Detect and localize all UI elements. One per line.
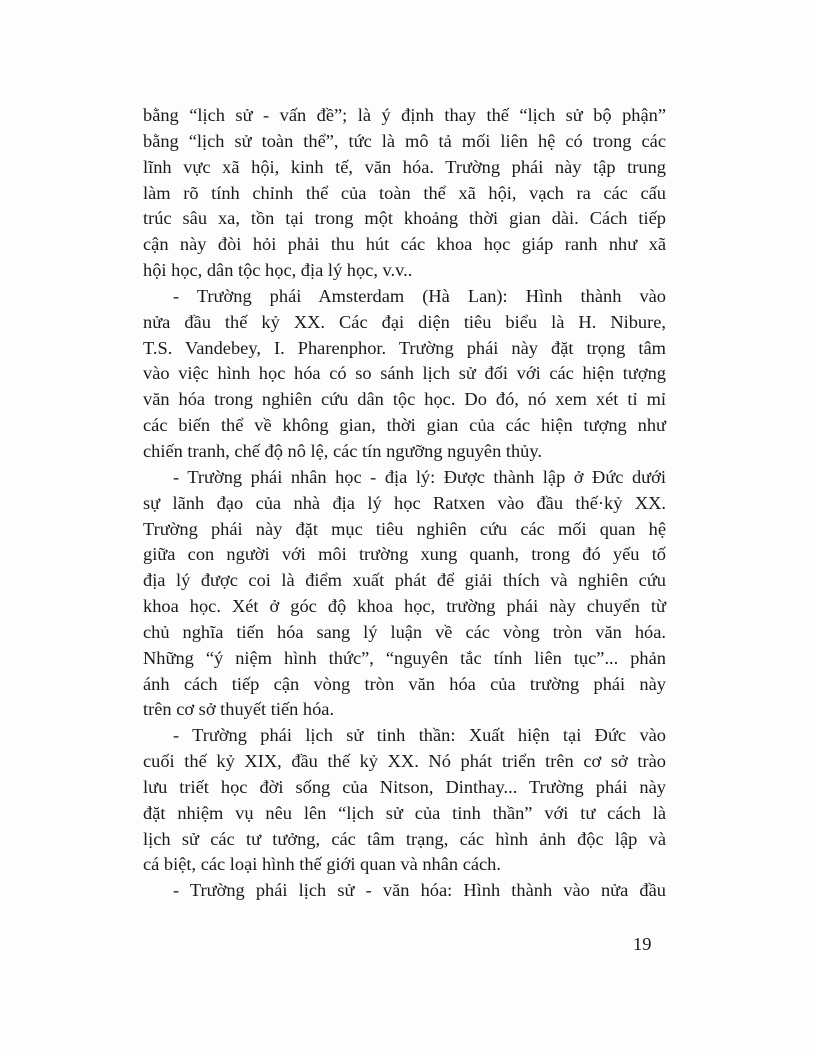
text-line: lĩnh vực xã hội, kinh tế, văn hóa. Trường phái này tập trung [143, 156, 666, 177]
text-line: cuối thế kỷ XIX, đầu thế kỷ XX. Nó phát triển trên cơ sở trào [143, 751, 666, 772]
text-line: cận này đòi hỏi phải thu hút các khoa học giáp ranh như xã [143, 234, 666, 255]
text-line: văn hóa trong nghiên cứu dân tộc học. Do đó, nó xem xét tỉ mỉ [143, 389, 666, 410]
paragraph-first-line: - Trường phái nhân học - địa lý: Được thành lập ở Đức dưới [173, 466, 666, 487]
text-line: địa lý được coi là điểm xuất phát để giải thích và nghiên cứu [143, 570, 666, 591]
text-line: vào việc hình học hóa có so sánh lịch sử đối với các hiện tượng [143, 363, 666, 384]
text-line: các biến thể về không gian, thời gian của các hiện tượng như [143, 415, 666, 436]
text-line: ánh cách tiếp cận vòng tròn văn hóa của trường phái này [143, 673, 666, 694]
text-line: bằng “lịch sử toàn thể”, tức là mô tả mối liên hệ có trong các [143, 130, 666, 151]
text-line: đặt nhiệm vụ nêu lên “lịch sử của tinh thần” với tư cách là [143, 802, 666, 823]
page-number: 19 [633, 934, 652, 954]
text-line: bằng “lịch sử - vấn đề”; là ý định thay thế “lịch sử bộ phận” [143, 105, 666, 125]
text-line: hội học, dân tộc học, địa lý học, v.v.. [143, 260, 413, 281]
text-line: khoa học. Xét ở góc độ khoa học, trường phái này chuyển từ [143, 596, 666, 617]
text-line: Những “ý niệm hình thức”, “nguyên tắc tính liên tục”... phản [143, 647, 666, 668]
paragraph-first-line: - Trường phái Amsterdam (Hà Lan): Hình thành vào [173, 285, 666, 306]
paragraph-first-line: - Trường phái lịch sử - văn hóa: Hình thành vào nửa đầu [173, 880, 666, 901]
paragraph-first-line: - Trường phái lịch sử tinh thần: Xuất hiện tại Đức vào [173, 725, 666, 746]
text-line: làm rõ tính chỉnh thể của toàn thể xã hội, vạch ra các cấu [143, 182, 666, 203]
text-line: chủ nghĩa tiến hóa sang lý luận về các vòng tròn văn hóa. [143, 621, 666, 642]
body-text [143, 103, 666, 904]
text-line: giữa con người với môi trường xung quanh, trong đó yếu tố [143, 544, 666, 565]
text-line: lưu triết học đời sống của Nitson, Dinthay... Trường phái này [143, 776, 666, 797]
text-line: trên cơ sở thuyết tiến hóa. [143, 699, 335, 720]
text-line: chiến tranh, chế độ nô lệ, các tín ngưỡng nguyên thủy. [143, 440, 542, 461]
text-line: T.S. Vandebey, I. Pharenphor. Trường phái này đặt trọng tâm [143, 337, 666, 358]
text-line: trúc sâu xa, tồn tại trong một khoảng thời gian dài. Cách tiếp [143, 208, 666, 229]
text-line: Trường phái này đặt mục tiêu nghiên cứu các mối quan hệ [143, 518, 666, 539]
text-line: sự lãnh đạo của nhà địa lý học Ratxen vào đầu thế·kỷ XX. [143, 492, 666, 513]
text-line: cá biệt, các loại hình thế giới quan và nhân cách. [143, 854, 501, 875]
text-line: nửa đầu thế kỷ XX. Các đại diện tiêu biểu là H. Nibure, [143, 311, 666, 332]
text-line: lịch sử các tư tưởng, các tâm trạng, các hình ảnh độc lập và [143, 828, 666, 849]
